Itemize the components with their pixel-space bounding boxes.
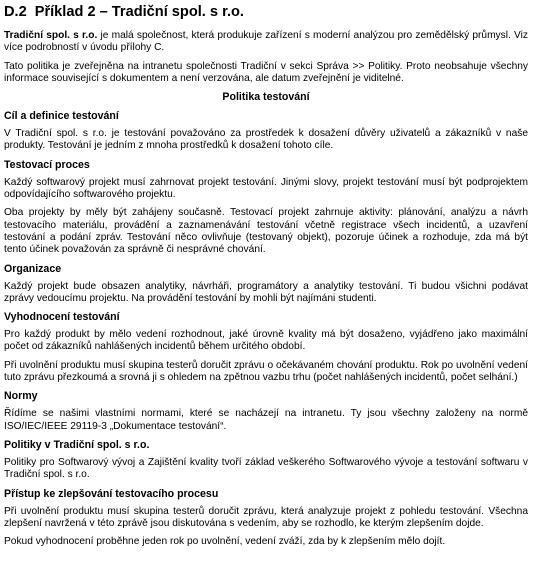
section-goals-paragraph: V Tradiční spol. s r.o. je testování považováno za prostředek k dosažení důvěry uživatelů a zákazníků v naše produkty. Testování je jedním z mnoha prostředků k dosažení tohoto cíle. bbox=[4, 128, 528, 152]
intro-paragraph-publication: Tato politika je zveřejněna na intranetu společnosti Tradiční v sekci Správa >> Politiky. Proto neobsahuje všechny informace související s dokumentem a není verzována, ale datum zveřejnění je viditelné. bbox=[4, 60, 528, 84]
section-heading-evaluation: Vyhodnocení testování bbox=[4, 311, 120, 324]
section-heading-process: Testovací proces bbox=[4, 158, 90, 171]
section-improvement-paragraph-2: Pokud vyhodnocení proběhne jeden rok po uvolnění, vedení zváží, zda by k zlepšením mělo dojít. bbox=[4, 536, 446, 548]
section-heading-improvement: Přístup ke zlepšování testovacího procesu bbox=[4, 487, 219, 500]
section-process-paragraph-1: Každý softwarový projekt musí zahrnovat projekt testování. Jinými slovy, projekt testování musí být podprojektem odpovídajícího softwarového projektu. bbox=[4, 176, 528, 201]
intro-paragraph-company-text: je malá společnost, která produkuje zařízení s moderní analýzou pro zemědělský průmysl. Viz více podrobností v úvodu přílohy C. bbox=[4, 30, 528, 54]
section-policies-paragraph: Politiky pro Softwarový vývoj a Zajištění kvality tvoří základ veškerého Softwarového vývoje a testování softwaru v Tradiční spol. s r.o. bbox=[4, 456, 528, 481]
section-process-paragraph-2: Oba projekty by měly být zahájeny současně. Testovací projekt zahrnuje aktivity: plánování, analýzu a návrh testovacího materiálu, provádění a zaznamenávání testování včetně registrace všech incidentů, a uzavření testování a podání zpráv. Testování něco ovlivňuje (testovaný objekt), pozoruje účinek a rozhoduje, zda má být tento účinek považován za správně či nesprávné chování. bbox=[4, 207, 528, 256]
section-heading-policies: Politiky v Tradiční spol. s r.o. bbox=[4, 438, 150, 451]
section-norms-paragraph: Řídíme se našimi vlastními normami, které se nacházejí na intranetu. Ty jsou všechny založeny na normě ISO/IEC/IEEE 29119-3 „Dokumentace testování“. bbox=[4, 408, 528, 432]
policy-title: Politika testování bbox=[222, 91, 310, 104]
section-heading-organization: Organizace bbox=[4, 262, 62, 275]
section-organization-paragraph: Každý projekt bude obsazen analytiky, návrháři, programátory a analytiky testování. Ti budou všichni podávat zprávy vedoucímu projektu. Na provádění testování by mohli být najímáni studenti. bbox=[4, 280, 528, 304]
appendix-title bbox=[4, 4, 528, 21]
section-evaluation-paragraph-1: Pro každý produkt by mělo vedení rozhodnout, jaké úrovně kvality má být dosaženo, vyjádřeno jako maximální počet od zákazníků nahlášených incidentů během určitého období. bbox=[4, 329, 528, 353]
appendix-number: D.2 bbox=[4, 4, 27, 20]
intro-paragraph-company bbox=[4, 30, 528, 55]
section-heading-goals: Cíl a definice testování bbox=[4, 110, 119, 123]
section-evaluation-paragraph-2: Při uvolnění produktu musí skupina testerů doručit zprávu o očekávaném chování produktu. Rok po uvolnění vedení tuto zprávu přezkoumá a srovná ji s ohledem na zpětnou vazbu trhu (počet nahlášených incidentů, počet selhání.) bbox=[4, 359, 528, 384]
section-heading-norms: Normy bbox=[4, 390, 38, 403]
section-improvement-paragraph-1: Při uvolnění produktu musí skupina testerů doručit zprávu, která analyzuje projekt z pohledu testování. Všechna zlepšení navržená v této zprávě jsou diskutována s vedením, aby se rozhodlo, ke kterým zlepšením dojde. bbox=[4, 505, 528, 529]
appendix-title-text: Příklad 2 – Tradiční spol. s r.o. bbox=[34, 4, 244, 20]
company-name: Tradiční spol. s r.o. bbox=[4, 30, 98, 41]
